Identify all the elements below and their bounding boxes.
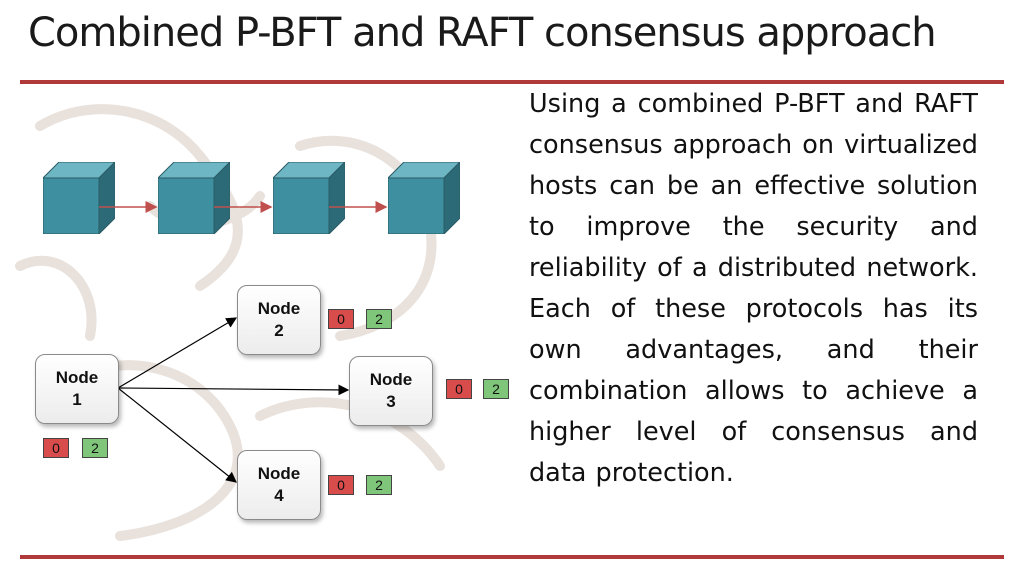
node-3-tag-two: 2 — [483, 379, 509, 399]
node-2 — [237, 285, 321, 355]
node-number: 3 — [386, 392, 396, 411]
node-4-tag-zero: 0 — [328, 475, 354, 495]
node-2-tag-two: 2 — [366, 309, 392, 329]
node-1-tag-zero: 0 — [43, 438, 69, 458]
node-label: Node — [257, 299, 301, 318]
node-1-tag-two: 2 — [82, 438, 108, 458]
node-label: Node — [257, 464, 301, 483]
slide-title: Combined P-BFT and RAFT consensus approach — [28, 10, 936, 56]
link-node1-node4 — [118, 388, 236, 482]
node-4-tag-two: 2 — [366, 475, 392, 495]
node-number: 4 — [274, 486, 284, 505]
node-3-tag-zero: 0 — [446, 379, 472, 399]
node-3 — [349, 356, 433, 426]
node-number: 1 — [72, 390, 82, 409]
node-1 — [35, 354, 119, 424]
description-paragraph: Using a combined P-BFT and RAFT consensus approach on virtualized hosts can be an effective solution to improve the security and reliability of a distributed network. Each of these protocols has its own advantages, and their combination allows to achieve a higher level of consensus and data protection. — [529, 89, 978, 488]
node-2-tag-zero: 0 — [328, 309, 354, 329]
node-4 — [237, 450, 321, 520]
link-node1-node3 — [118, 388, 348, 390]
node-label: Node — [55, 368, 99, 387]
node-label: Node — [369, 370, 413, 389]
node-number: 2 — [274, 321, 284, 340]
link-node1-node2 — [118, 318, 236, 388]
